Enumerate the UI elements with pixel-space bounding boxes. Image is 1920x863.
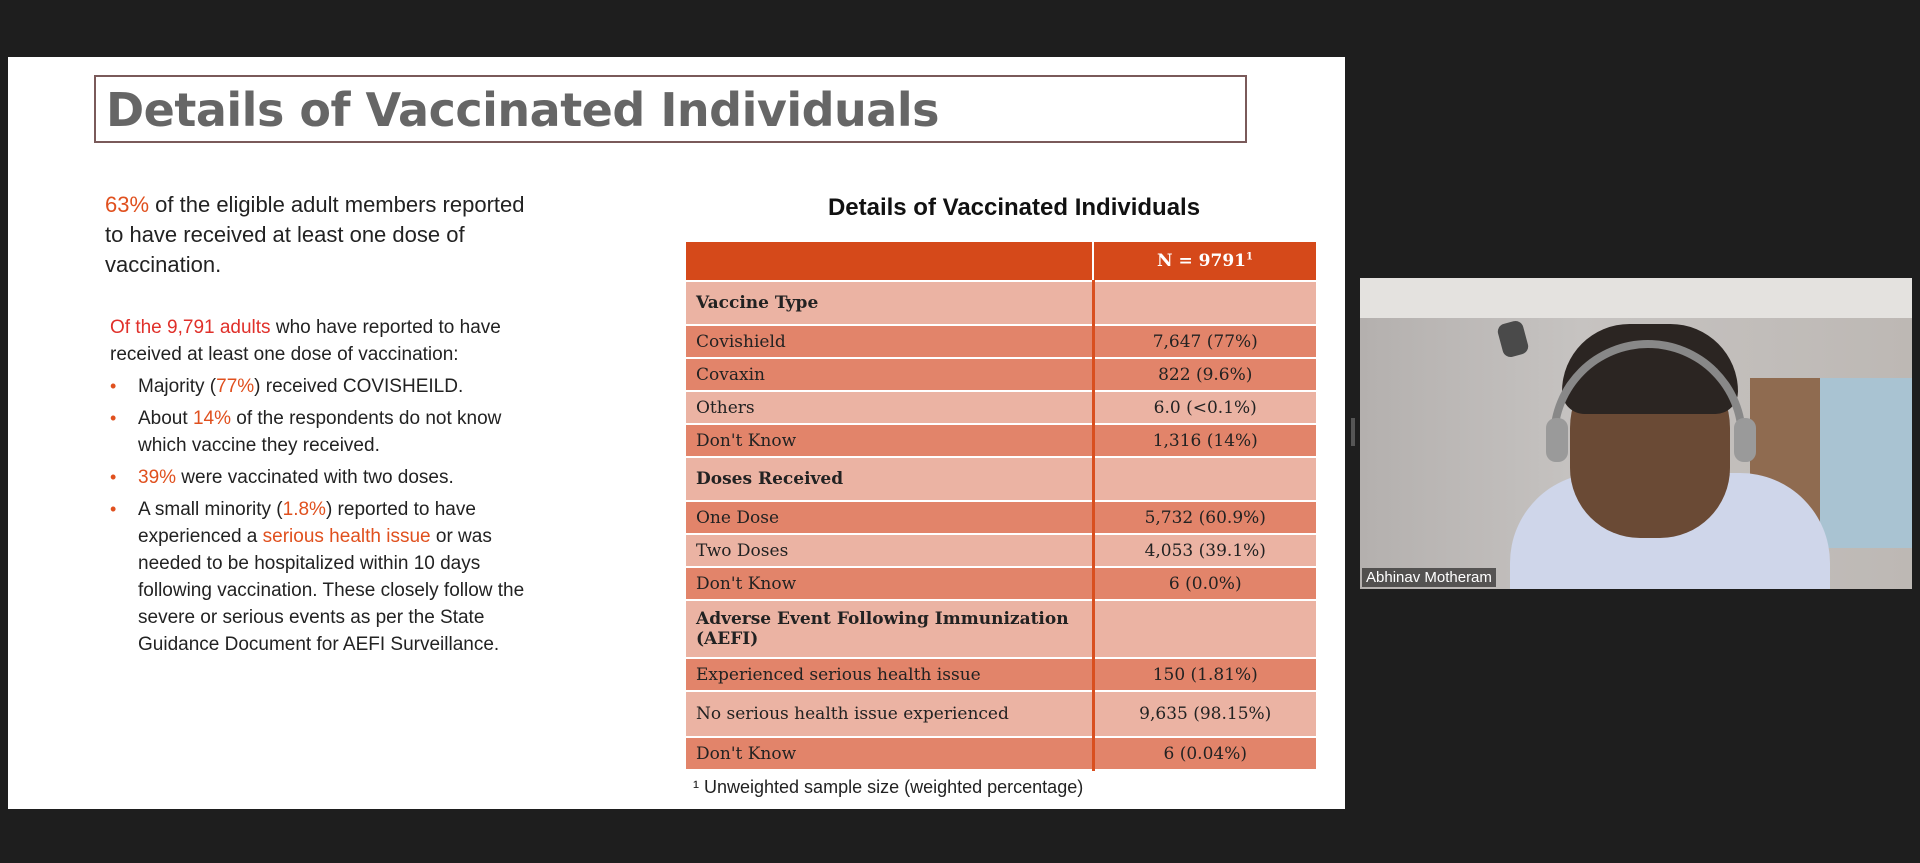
bullet-item: • About 14% of the respondents do not know which vaccine they received.: [110, 405, 540, 459]
bullet-icon: •: [110, 376, 117, 396]
para-highlight: Of the 9,791 adults: [110, 317, 271, 338]
section-row-vaccine-type: [685, 281, 1317, 325]
lead-highlight: 63%: [105, 192, 150, 217]
summary-paragraph: [110, 314, 540, 658]
slide-title-box: [94, 75, 1247, 143]
bullet-item: • Majority (77%) received COVISHEILD.: [110, 373, 540, 400]
slide-title: Details of Vaccinated Individuals: [106, 83, 939, 137]
video-ceiling: [1360, 278, 1912, 318]
participant-video-tile[interactable]: [1360, 278, 1912, 589]
video-window: [1820, 378, 1912, 548]
section-label: Doses Received: [685, 457, 1093, 501]
table-row: Don't Know 1,316 (14%): [685, 424, 1317, 457]
headset-earcup-left: [1546, 418, 1568, 462]
table-row: Two Doses 4,053 (39.1%): [685, 534, 1317, 567]
bullet-item: • 39% were vaccinated with two doses.: [110, 464, 540, 491]
table-row: Others 6.0 (<0.1%): [685, 391, 1317, 424]
bullet-list: [110, 373, 540, 658]
vaccination-table: [684, 240, 1318, 771]
table-header-n: $N = 9791^1$: [1093, 241, 1317, 281]
table-title: Details of Vaccinated Individuals: [827, 194, 1201, 221]
lead-body: of the eligible adult members reported to have received at least one dose of vaccination.: [105, 192, 525, 277]
table-row: No serious health issue experienced 9,635 (98.15%): [685, 691, 1317, 737]
table-header-row: [685, 241, 1317, 281]
table-footnote: ¹ Unweighted sample size (weighted percentage): [693, 777, 1084, 797]
bullet-icon: •: [110, 408, 117, 428]
section-label: Vaccine Type: [685, 281, 1093, 325]
bullet-icon: •: [110, 499, 117, 519]
table-header-empty: [685, 241, 1093, 281]
section-row-aefi: [685, 600, 1317, 658]
table-row: Don't Know 6 (0.0%): [685, 567, 1317, 600]
section-label: Adverse Event Following Immunization (AEFI): [685, 600, 1093, 658]
section-row-doses-received: [685, 457, 1317, 501]
panel-resize-handle[interactable]: [1351, 418, 1355, 446]
table-row: Covishield 7,647 (77%): [685, 325, 1317, 358]
table-row: Don't Know 6 (0.04%): [685, 737, 1317, 770]
presentation-slide: [8, 57, 1345, 809]
bullet-item: • A small minority (1.8%) reported to have experienced a serious health issue or was needed to be hospitalized within 10 days following vaccination. These closely follow the severe or serious events as per the State Guidance Document for AEFI Surveillance.: [110, 496, 540, 658]
participant-name-label: Abhinav Motheram: [1362, 568, 1496, 587]
para-body: who have reported to have received at least one dose of vaccination:: [110, 317, 501, 365]
table-row: Covaxin 822 (9.6%): [685, 358, 1317, 391]
headset-earcup-right: [1734, 418, 1756, 462]
lead-text: [105, 190, 525, 280]
table-row: One Dose 5,732 (60.9%): [685, 501, 1317, 534]
table-row: Experienced serious health issue 150 (1.81%): [685, 658, 1317, 691]
bullet-icon: •: [110, 467, 117, 487]
